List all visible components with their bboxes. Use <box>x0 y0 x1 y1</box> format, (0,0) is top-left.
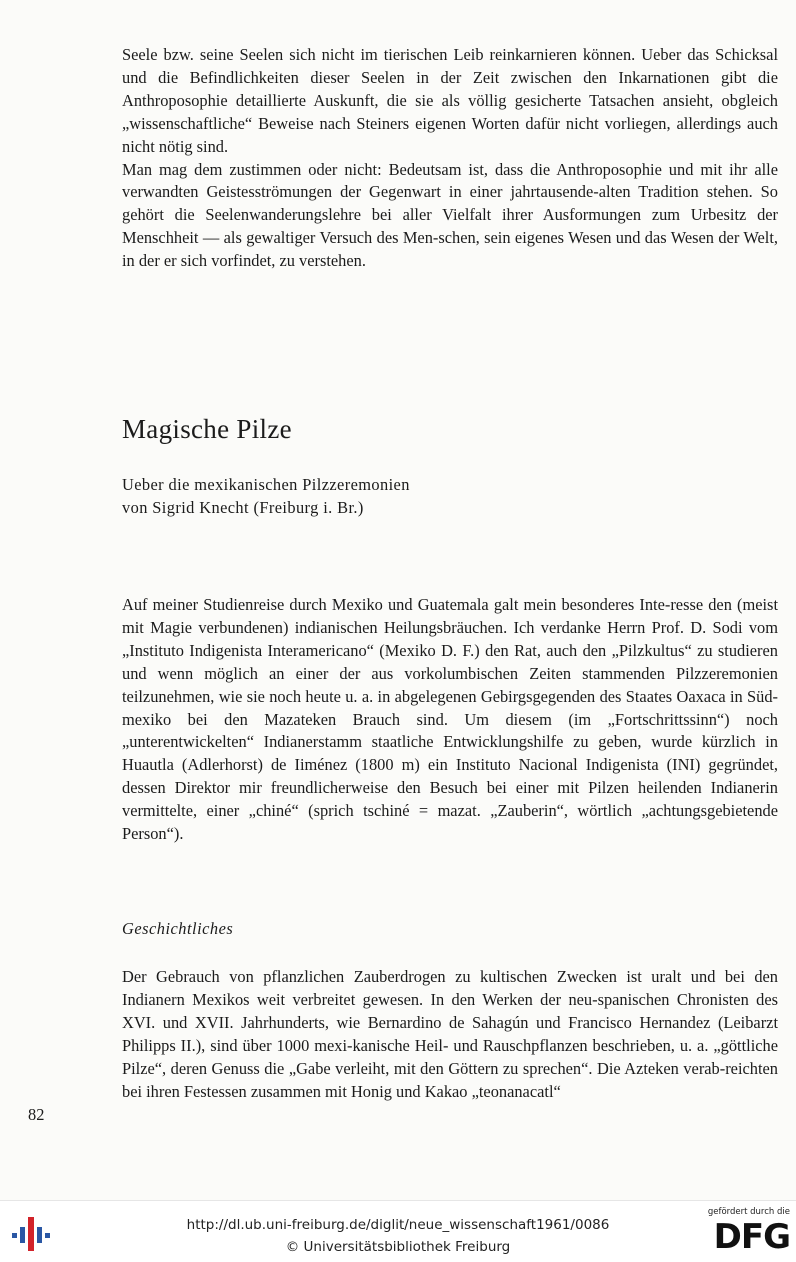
paragraph-top <box>122 44 778 273</box>
footer-bar <box>0 1200 796 1262</box>
article-subtitle <box>122 474 722 520</box>
page-number: 82 <box>28 1105 45 1124</box>
paragraph-text: Der Gebrauch von pflanzlichen Zauberdrogen zu kultischen Zwecken ist uralt und bei den Indianern Mexikos weit verbreitet gewesen. In den Werken der neu-spanischen Chronisten des XVI. und XVII. Jahrhunderts, wie Bernardino de Sahagún und Francisco Hernandez (Leibarzt Philipps II.), sind über 1000 mexi-kanische Heil- und Rauschpflanzen beschrieben, u. a. „göttliche Pilze“, deren Genuss die „Gabe verleiht, mit den Göttern zu sprechen“. Die Azteken verab-reichten bei ihren Festessen zusammen mit Honig und Kakao „teonanacatl“ <box>122 967 778 1101</box>
paragraph-history <box>122 966 778 1103</box>
author-line: von Sigrid Knecht (Freiburg i. Br.) <box>122 497 364 517</box>
paragraph-text: Auf meiner Studienreise durch Mexiko und Guatemala galt mein besonderes Inte-resse den (meist mit Magie verbundenen) indianischen Heilungsbräuchen. Ich verdanke Herrn Prof. D. Sodi vom „Instituto Indigenista Interamericano“ (Mexiko D. F.) den Rat, auch den „Pilzkultus“ zu studieren und wenn möglich an einer der aus vorkolumbischen Zeiten stammenden Pilzzeremonien teilzunehmen, wie sie noch heute u. a. in abgelegenen Gebirgsgegenden des Staates Oaxaca in Süd-mexiko bei den Mazateken Brauch sind. Um diesem (im „Fortschrittssinn“) noch „unterentwickelten“ Indianerstamm staatliche Entwicklungshilfe zu geben, wurde kürzlich in Huautla (Adlerhorst) de Iiménez (1800 m) ein Instituto Nacional Indigenista (INI) gegründet, dessen Direktor mir freundlicherweise den Besuch bei einer mit Pilzen heilenden Indianerin vermittelte, einer „chiné“ (sprich tschiné = mazat. „Zauberin“, wörtlich „achtungsgebietende Person“). <box>122 595 778 844</box>
dfg-logo: DFG <box>713 1217 790 1257</box>
copyright-notice: © Universitätsbibliothek Freiburg <box>285 1239 511 1255</box>
paragraph-text: Seele bzw. seine Seelen sich nicht im tierischen Leib reinkarnieren können. Ueber das Schicksal und die Befindlichkeiten dieser Seelen in der Zeit zwischen den Inkarnationen gibt die Anthroposophie detaillierte Auskunft, die sie als völlig gesicherte Tatsachen ansieht, obgleich „wissenschaftliche“ Beweise nach Steiners eigenen Worten dafür nicht vorliegen, allerdings auch nicht nötig sind. <box>122 45 778 156</box>
subtitle-line: Ueber die mexikanischen Pilzzeremonien <box>122 475 410 494</box>
section-heading: Geschichtliches <box>122 919 234 938</box>
paragraph-intro <box>122 594 778 846</box>
dfg-funding-block <box>700 1207 790 1259</box>
paragraph-text: Man mag dem zustimmen oder nicht: Bedeutsam ist, dass die Anthroposophie und mit ihr alle verwandten Geistesströmungen der Gegenwart in einer jahrtausende-alten Tradition stehen. So gehört die Seelenwanderungslehre bei aller Vielfalt ihrer Ausformungen zum Urbesitz der Menschheit — als gewaltiger Versuch des Men-schen, sein eigenes Wesen und das Wesen der Welt, in der er sich vorfindet, zu verstehen. <box>122 159 778 271</box>
article-heading: Magische Pilze <box>122 414 292 444</box>
permalink-url[interactable]: http://dl.ub.uni-freiburg.de/diglit/neue_wissenschaft1961/0086 <box>186 1217 610 1233</box>
dfg-tagline: gefördert durch die <box>707 1207 790 1217</box>
